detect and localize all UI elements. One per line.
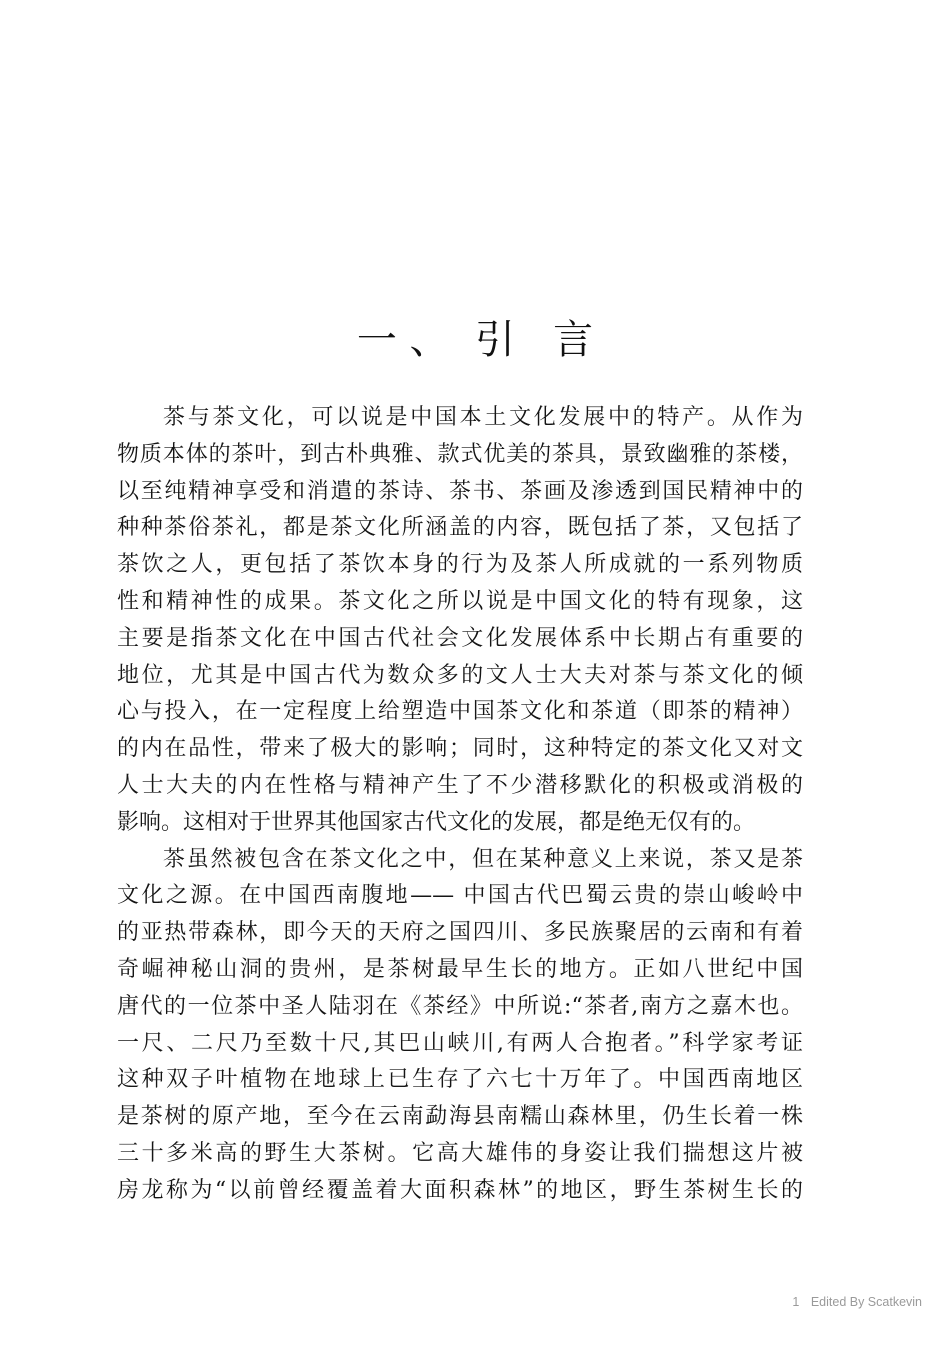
page-number: 1 bbox=[792, 1295, 800, 1309]
text-line: 房龙称为“以前曾经覆盖着大面积森林”的地区，野生茶树生长的 bbox=[117, 1177, 803, 1203]
body-text bbox=[117, 400, 803, 1210]
footer-credit: Edited By Scatkevin bbox=[810, 1295, 922, 1309]
text-line: 三十多米高的野生大茶树。它高大雄伟的身姿让我们揣想这片被 bbox=[117, 1140, 803, 1166]
text-line: 物质本体的茶叶，到古朴典雅、款式优美的茶具，景致幽雅的茶楼， bbox=[117, 441, 803, 467]
text-line: 茶与茶文化，可以说是中国本土文化发展中的特产。从作为 bbox=[163, 405, 803, 430]
text-line: 心与投入，在一定程度上给塑造中国茶文化和茶道（即茶的精神） bbox=[117, 699, 803, 725]
text-line: 唐代的一位茶中圣人陆羽在《茶经》中所说:“茶者,南方之嘉木也。 bbox=[117, 993, 803, 1019]
text-line: 以至纯精神享受和消遣的茶诗、茶书、茶画及渗透到国民精神中的 bbox=[117, 478, 803, 504]
text-line: 茶虽然被包含在茶文化之中，但在某种意义上来说，茶又是茶 bbox=[163, 846, 803, 872]
text-line: 奇崛神秘山洞的贵州，是茶树最早生长的地方。正如八世纪中国 bbox=[117, 956, 803, 982]
text-line: 性和精神性的成果。茶文化之所以说是中国文化的特有现象，这 bbox=[117, 588, 803, 614]
paragraph-2 bbox=[117, 842, 803, 1210]
paragraph-1 bbox=[117, 400, 803, 842]
text-line: 影响。这相对于世界其他国家古代文化的发展，都是绝无仅有的。 bbox=[117, 809, 756, 835]
text-line: 茶饮之人，更包括了茶饮本身的行为及茶人所成就的一系列物质 bbox=[117, 552, 803, 578]
text-line: 主要是指茶文化在中国古代社会文化发展体系中长期占有重要的 bbox=[117, 625, 803, 651]
page-footer bbox=[700, 1295, 922, 1309]
text-line: 地位，尤其是中国古代为数众多的文人士大夫对茶与茶文化的倾 bbox=[117, 662, 803, 688]
text-line: 文化之源。在中国西南腹地—— 中国古代巴蜀云贵的崇山峻岭中 bbox=[117, 883, 803, 909]
text-line: 的亚热带森林，即今天的天府之国四川、多民族聚居的云南和有着 bbox=[117, 920, 803, 946]
chapter-title: 一 、 引 言 bbox=[356, 317, 594, 363]
text-line: 一尺、二尺乃至数十尺,其巴山峡川,有两人合抱者。”科学家考证 bbox=[117, 1030, 803, 1056]
text-line: 这种双子叶植物在地球上已生存了六七十万年了。中国西南地区 bbox=[117, 1067, 803, 1093]
text-line: 的内在品性，带来了极大的影响；同时，这种特定的茶文化又对文 bbox=[117, 736, 803, 762]
text-line: 是茶树的原产地，至今在云南勐海县南糯山森林里，仍生长着一株 bbox=[117, 1104, 803, 1130]
text-line: 人士大夫的内在性格与精神产生了不少潜移默化的积极或消极的 bbox=[117, 772, 803, 798]
text-line: 种种茶俗茶礼，都是茶文化所涵盖的内容，既包括了茶，又包括了 bbox=[117, 515, 803, 541]
